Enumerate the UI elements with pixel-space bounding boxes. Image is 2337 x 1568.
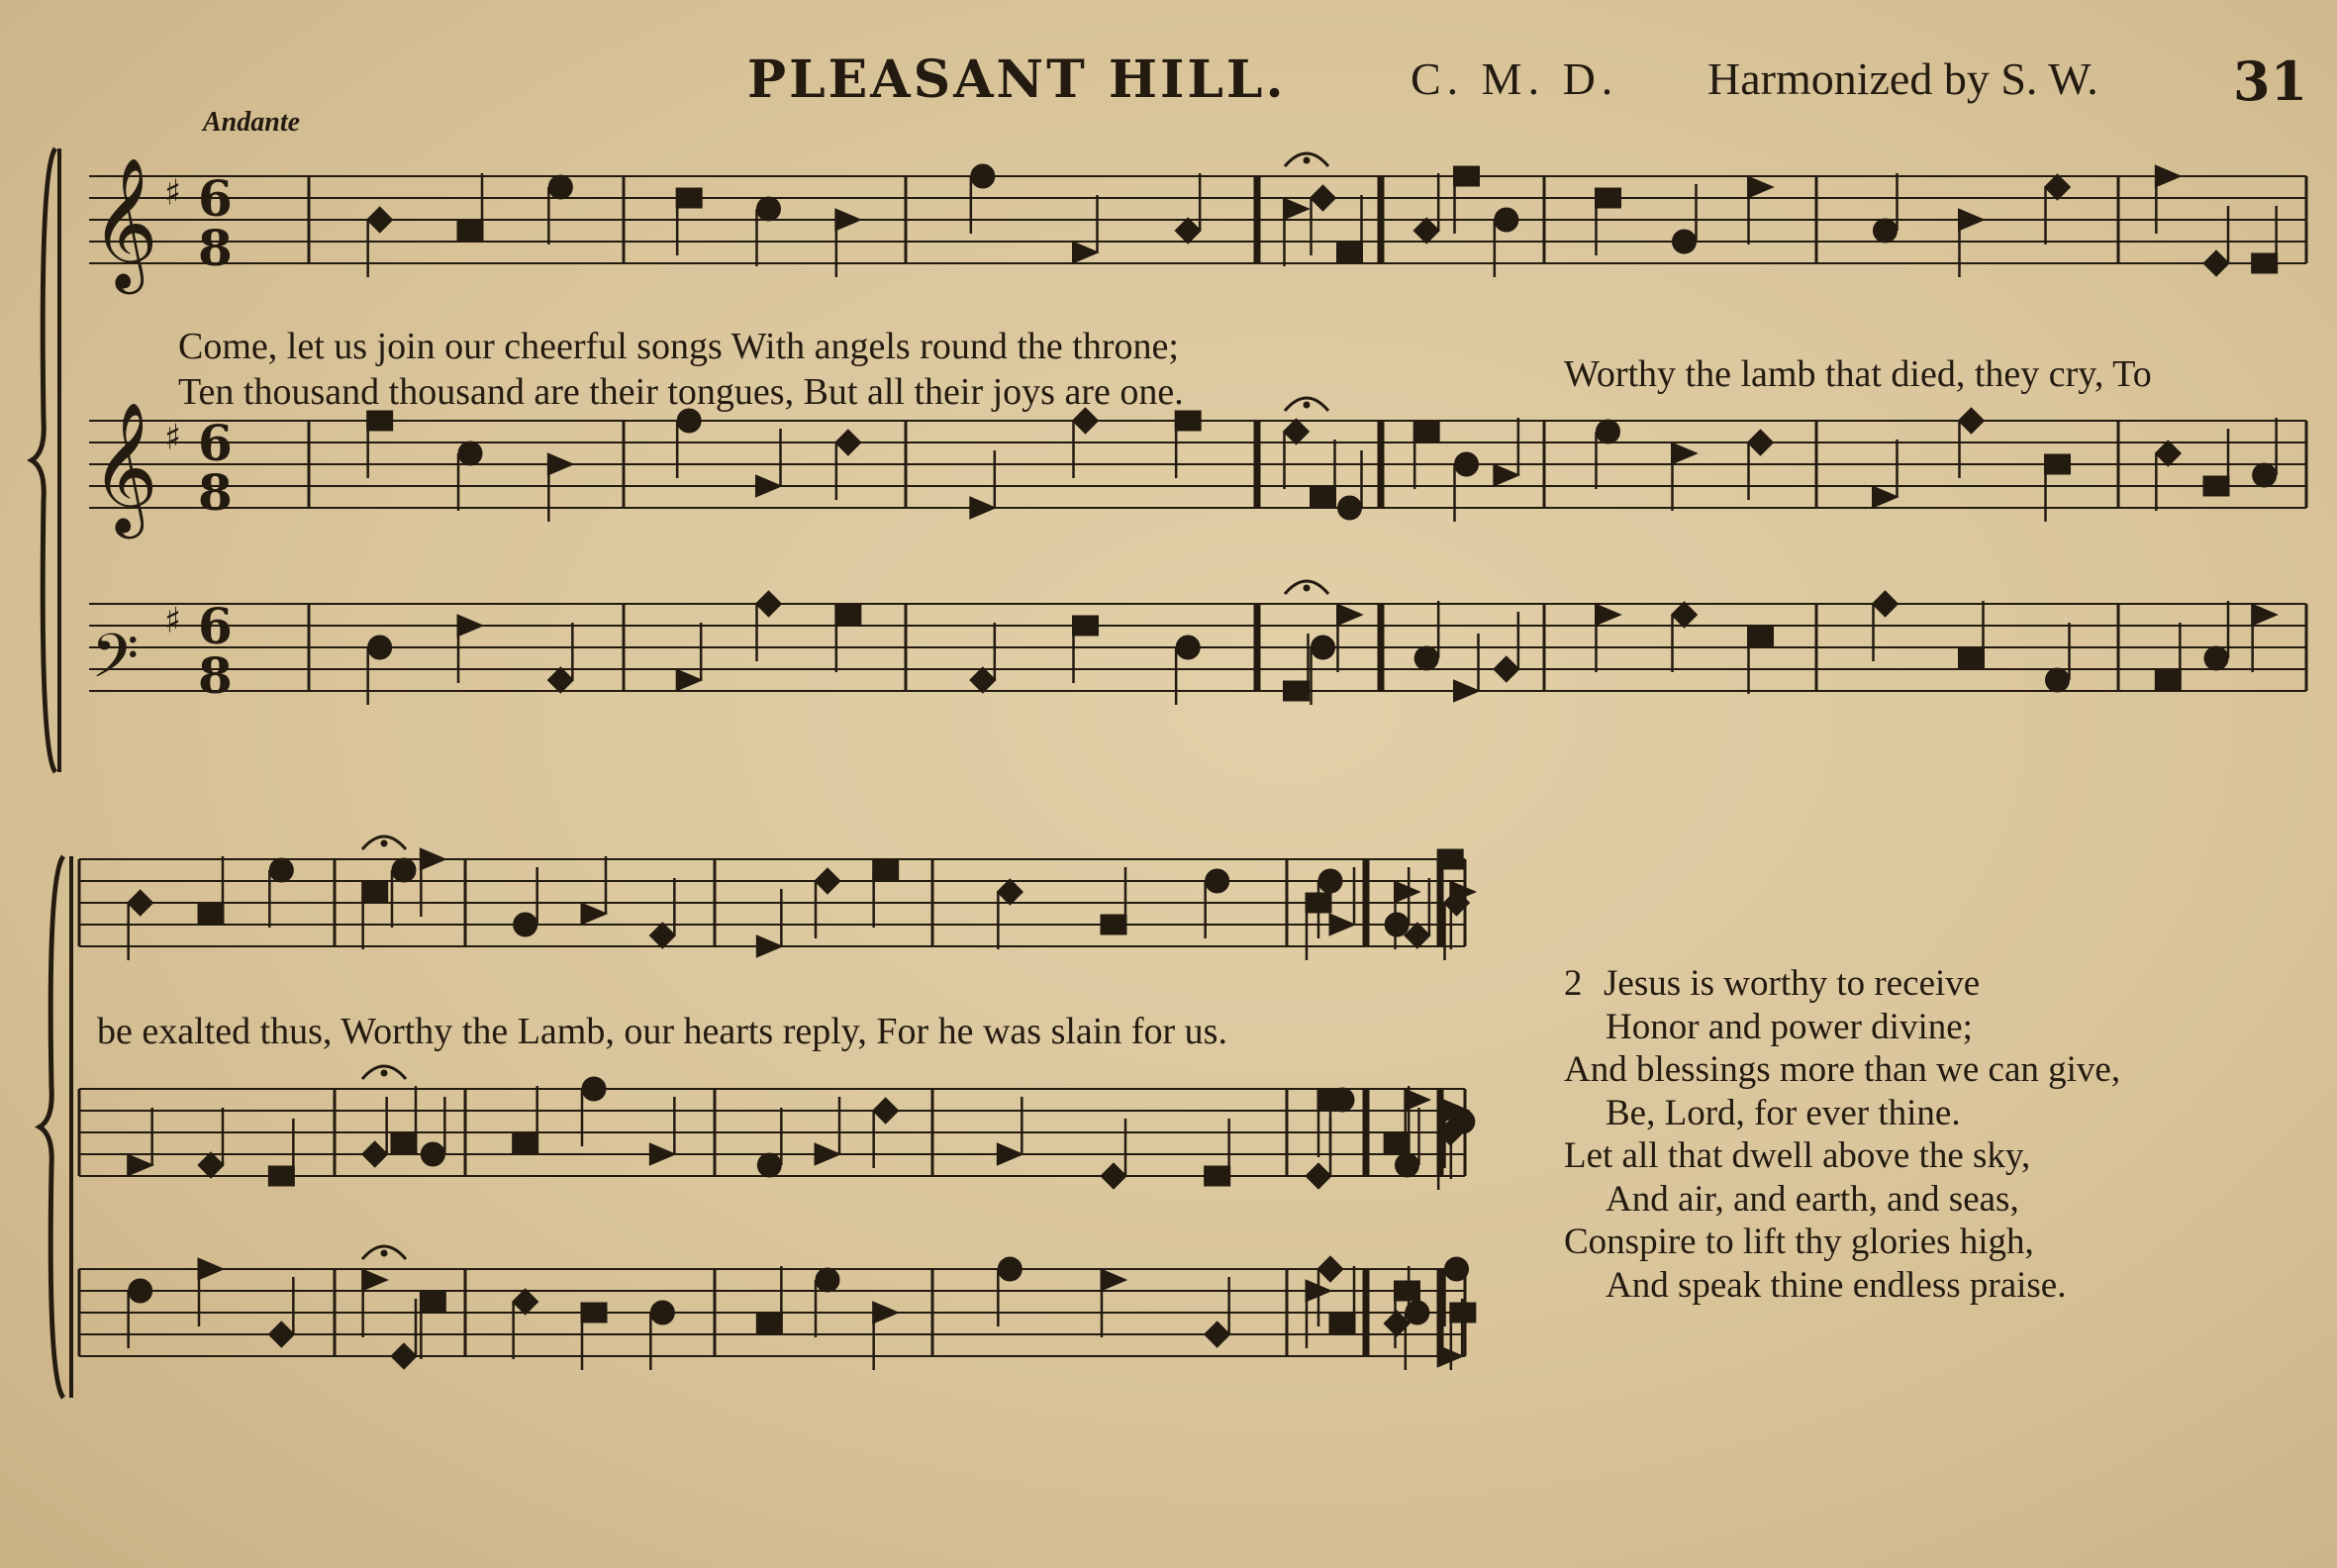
verse-line: And blessings more than we can give,	[1564, 1049, 2121, 1090]
hymn-title: PLEASANT HILL.	[747, 49, 1287, 110]
note-triangle	[649, 1143, 675, 1165]
note-square	[581, 1303, 607, 1323]
note-diamond	[835, 430, 861, 455]
note-round	[2046, 668, 2070, 692]
fermata-dot	[381, 840, 387, 846]
note-round	[1318, 869, 1342, 893]
note-square	[362, 882, 388, 902]
note-triangle	[873, 1302, 899, 1323]
sharp-sign: ♯	[164, 600, 182, 641]
fermata-dot	[381, 1250, 387, 1256]
note-diamond	[815, 868, 840, 894]
note-diamond	[1672, 602, 1698, 628]
note-diamond	[513, 1289, 538, 1315]
verse-line: Let all that dwell above the sky,	[1564, 1135, 2031, 1176]
note-triangle	[997, 1143, 1022, 1165]
note-round	[269, 858, 293, 882]
time-signature-bottom: 8	[198, 646, 233, 705]
verse-number: 2	[1564, 963, 1583, 1004]
note-triangle	[1395, 881, 1420, 903]
note-diamond	[873, 1098, 899, 1124]
note-round	[2204, 646, 2228, 670]
note-diamond	[1413, 218, 1439, 244]
note-square	[457, 221, 483, 241]
time-signature-top: 6	[198, 414, 233, 472]
verse-2	[1564, 962, 2120, 1307]
sharp-sign: ♯	[164, 172, 182, 214]
note-diamond	[1748, 430, 1774, 455]
note-square	[1454, 166, 1480, 186]
note-square	[2155, 670, 2181, 690]
note-square	[1101, 915, 1126, 934]
note-triangle	[1073, 242, 1099, 263]
verse-line: 2 Jesus is worthy to receive	[1564, 963, 1981, 1004]
note-triangle	[815, 1143, 840, 1165]
verse-line: And air, and earth, and seas,	[1606, 1178, 2019, 1220]
harmonizer-credit: Harmonized by S. W.	[1707, 53, 2098, 104]
note-round	[1176, 636, 1200, 659]
note-diamond	[756, 591, 782, 617]
note-diamond	[1317, 1256, 1343, 1282]
note-triangle	[1748, 176, 1774, 198]
note-square	[420, 1292, 445, 1312]
time-signature-bottom: 8	[198, 463, 233, 522]
treble-clef-icon: 𝄞	[91, 401, 158, 533]
note-round	[548, 175, 572, 199]
note-diamond	[970, 667, 996, 693]
note-diamond	[1873, 591, 1899, 617]
note-diamond	[268, 1322, 294, 1347]
note-square	[2203, 476, 2229, 496]
note-round	[971, 164, 995, 188]
verse-line: And speak thine endless praise.	[1606, 1264, 2067, 1306]
note-triangle	[1101, 1269, 1126, 1291]
bass-clef-icon: 𝄢	[91, 621, 140, 707]
note-square	[1175, 411, 1201, 431]
note-square	[367, 411, 393, 431]
note-round	[2253, 463, 2277, 487]
note-square	[2252, 253, 2278, 273]
note-triangle	[1873, 486, 1899, 508]
note-round	[998, 1257, 1022, 1281]
system-brace	[40, 856, 63, 1398]
note-diamond	[362, 1141, 388, 1167]
note-diamond	[2045, 174, 2071, 200]
note-triangle	[457, 615, 483, 637]
note-square	[513, 1133, 538, 1153]
note-diamond	[1306, 1163, 1331, 1189]
note-round	[1406, 1301, 1429, 1324]
treble-clef-icon: 𝄞	[91, 156, 158, 288]
note-diamond	[2155, 441, 2181, 466]
note-round	[392, 858, 416, 882]
note-diamond	[997, 879, 1022, 905]
note-square	[391, 1133, 417, 1153]
note-square	[1413, 422, 1439, 441]
note-triangle	[970, 497, 996, 519]
note-diamond	[367, 207, 393, 233]
note-diamond	[547, 667, 573, 693]
note-round	[1414, 646, 1438, 670]
note-round	[514, 913, 537, 936]
note-round	[1338, 496, 1362, 520]
time-signature-bottom: 8	[198, 219, 233, 277]
note-square	[1311, 487, 1336, 507]
time-signature-top: 6	[198, 169, 233, 228]
note-diamond	[1494, 656, 1519, 682]
note-round	[1330, 1088, 1354, 1112]
fermata-dot	[1304, 157, 1310, 163]
fermata-dot	[1304, 402, 1310, 408]
note-triangle	[1337, 604, 1363, 626]
note-round	[1206, 869, 1229, 893]
note-round	[1396, 1153, 1419, 1177]
note-triangle	[1454, 680, 1480, 702]
tempo-marking: Andante	[203, 107, 301, 138]
note-round	[368, 636, 392, 659]
note-diamond	[391, 1343, 417, 1369]
note-diamond	[2203, 250, 2229, 276]
note-square	[1337, 243, 1363, 262]
note-triangle	[547, 453, 573, 475]
note-diamond	[1101, 1163, 1126, 1189]
note-round	[421, 1142, 444, 1166]
verse-line: Honor and power divine;	[1606, 1006, 1973, 1047]
note-triangle	[756, 475, 782, 497]
note-diamond	[198, 1152, 224, 1178]
note-square	[676, 188, 702, 208]
time-signature-top: 6	[198, 597, 233, 655]
note-square	[1748, 627, 1774, 646]
note-triangle	[2155, 165, 2181, 187]
note-round	[1874, 219, 1898, 243]
note-square	[756, 1314, 782, 1333]
note-square	[1205, 1166, 1230, 1186]
lyric-line-right: Worthy the lamb that died, they cry, To	[1564, 353, 2152, 395]
note-square	[1437, 849, 1463, 869]
note-round	[1597, 420, 1620, 443]
note-triangle	[1284, 198, 1310, 220]
note-round	[757, 197, 781, 221]
meter-label: C. M. D.	[1411, 53, 1619, 104]
note-triangle	[756, 935, 782, 957]
fermata-dot	[1304, 585, 1310, 591]
note-round	[1495, 208, 1518, 232]
system-brace	[32, 148, 55, 772]
note-triangle	[2252, 604, 2278, 626]
note-diamond	[1311, 185, 1336, 211]
note-diamond	[649, 923, 675, 948]
note-round	[1455, 452, 1479, 476]
note-square	[873, 860, 899, 880]
lyric-line-2: Ten thousand thousand are their tongues, But all their joys are one.	[178, 371, 1184, 413]
note-square	[1596, 188, 1621, 208]
note-diamond	[1205, 1322, 1230, 1347]
note-triangle	[198, 1258, 224, 1280]
note-triangle	[1596, 604, 1621, 626]
note-triangle	[1959, 209, 1985, 231]
note-square	[1329, 1314, 1355, 1333]
note-round	[650, 1301, 674, 1324]
note-round	[1312, 636, 1335, 659]
sharp-sign: ♯	[164, 417, 182, 458]
note-round	[458, 441, 482, 465]
note-triangle	[1329, 914, 1355, 935]
note-diamond	[1284, 419, 1310, 444]
note-round	[757, 1153, 781, 1177]
note-diamond	[128, 890, 153, 916]
note-triangle	[581, 903, 607, 925]
note-round	[1673, 230, 1697, 253]
note-square	[1073, 616, 1099, 636]
note-square	[2045, 454, 2071, 474]
note-round	[1445, 1257, 1469, 1281]
note-square	[268, 1166, 294, 1186]
note-round	[816, 1268, 839, 1292]
note-round	[582, 1077, 606, 1101]
note-triangle	[1494, 464, 1519, 486]
note-diamond	[1175, 218, 1201, 244]
verse-line: Conspire to lift thy glories high,	[1564, 1222, 2034, 1262]
note-round	[129, 1279, 152, 1303]
note-square	[835, 605, 861, 625]
lyric-line-1: Come, let us join our cheerful songs With angels round the throne;	[178, 326, 1179, 367]
note-triangle	[835, 209, 861, 231]
note-triangle	[1405, 1089, 1430, 1111]
note-triangle	[420, 848, 445, 870]
note-square	[1284, 681, 1310, 701]
note-triangle	[676, 669, 702, 691]
verse-line: Be, Lord, for ever thine.	[1606, 1092, 1961, 1133]
lyric-line-3: be exalted thus, Worthy the Lamb, our hearts reply, For he was slain for us.	[97, 1011, 1227, 1052]
note-square	[1959, 648, 1985, 668]
note-triangle	[362, 1269, 388, 1291]
note-diamond	[1959, 408, 1985, 434]
fermata-dot	[381, 1070, 387, 1076]
note-square	[198, 904, 224, 924]
note-round	[1385, 913, 1409, 936]
note-triangle	[1672, 442, 1698, 464]
page-number: 31	[2233, 49, 2308, 113]
note-triangle	[128, 1154, 153, 1176]
note-square	[1395, 1281, 1420, 1301]
